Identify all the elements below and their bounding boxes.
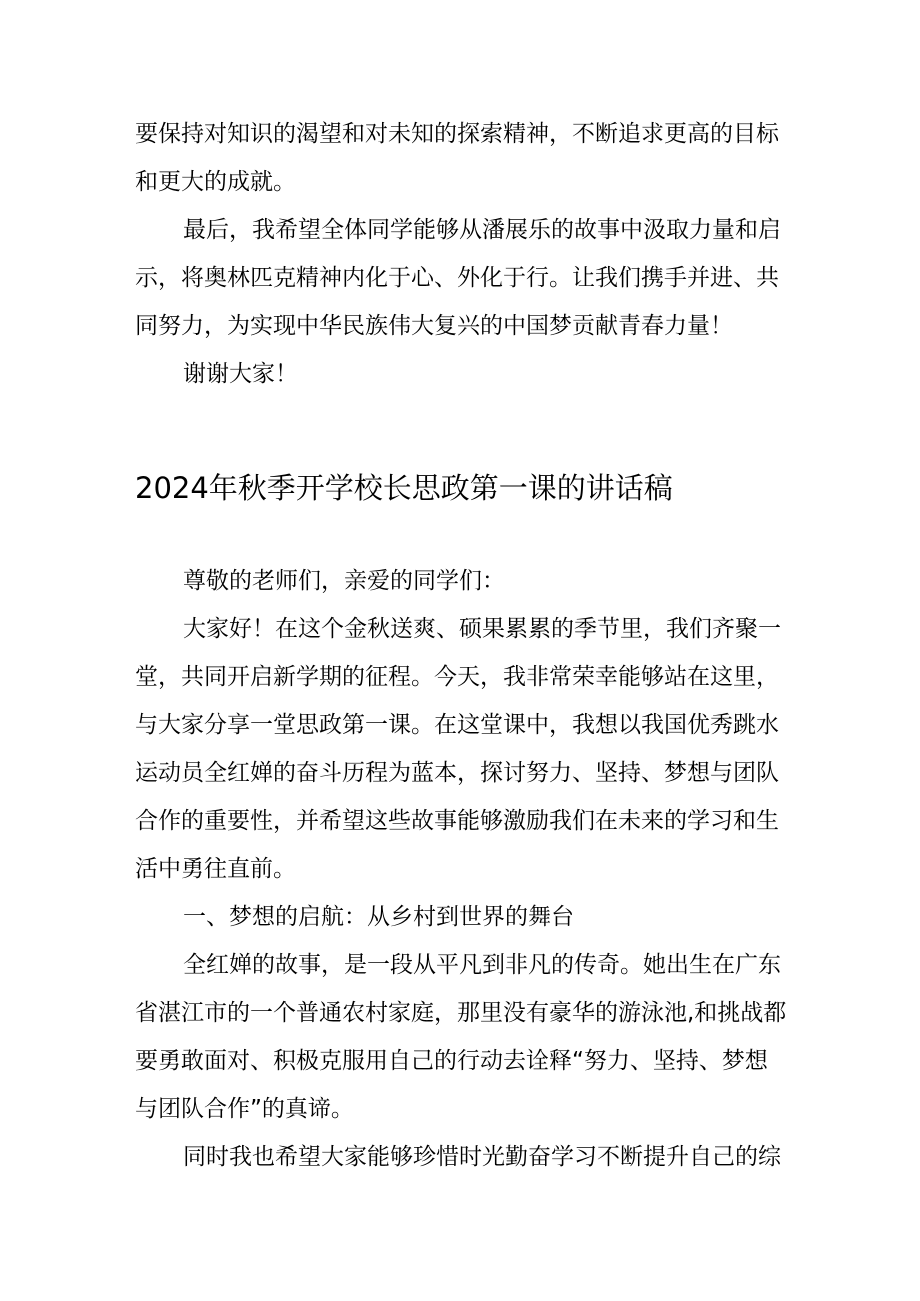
text-line: 省湛江市的一个普通农村家庭，那里没有豪华的游泳池,和挑战都 (135, 1000, 787, 1026)
text-line: 与大家分享一堂思政第一课。在这堂课中，我想以我国优秀跳水 (135, 712, 779, 738)
text-line: 活中勇往直前。 (135, 856, 296, 882)
paragraph-first-line: 全红婵的故事，是一段从平凡到非凡的传奇。她出生在广东 (183, 952, 781, 978)
closing-thanks: 谢谢大家！ (183, 361, 298, 387)
text-line: 合作的重要性，并希望这些故事能够激励我们在未来的学习和生 (135, 808, 779, 834)
section-heading: 一、梦想的启航：从乡村到世界的舞台 (183, 904, 574, 930)
salutation: 尊敬的老师们，亲爱的同学们： (183, 568, 505, 594)
text-line: 和更大的成就。 (135, 169, 296, 195)
paragraph-first-line: 最后，我希望全体同学能够从潘展乐的故事中汲取力量和启 (183, 217, 781, 243)
text-line: 同努力，为实现中华民族伟大复兴的中国梦贡献青春力量！ (135, 313, 733, 339)
text-line: 运动员全红婵的奋斗历程为蓝本，探讨努力、坚持、梦想与团队 (135, 760, 779, 786)
text-line: 要勇敢面对、积极克服用自己的行动去诠释“努力、坚持、梦想 (135, 1048, 768, 1074)
text-line: 要保持对知识的渴望和对未知的探索精神，不断追求更高的目标 (135, 121, 779, 147)
text-line: 与团队合作”的真谛。 (135, 1096, 354, 1122)
paragraph-first-line: 大家好！在这个金秋送爽、硕果累累的季节里，我们齐聚一 (183, 616, 781, 642)
document-title: 2024年秋季开学校长思政第一课的讲话稿 (135, 471, 673, 505)
paragraph-first-line: 同时我也希望大家能够珍惜时光勤奋学习不断提升自己的综 (183, 1144, 781, 1170)
text-line: 示，将奥林匹克精神内化于心、外化于行。让我们携手并进、共 (135, 265, 779, 291)
text-line: 堂，共同开启新学期的征程。今天，我非常荣幸能够站在这里， (135, 664, 779, 690)
